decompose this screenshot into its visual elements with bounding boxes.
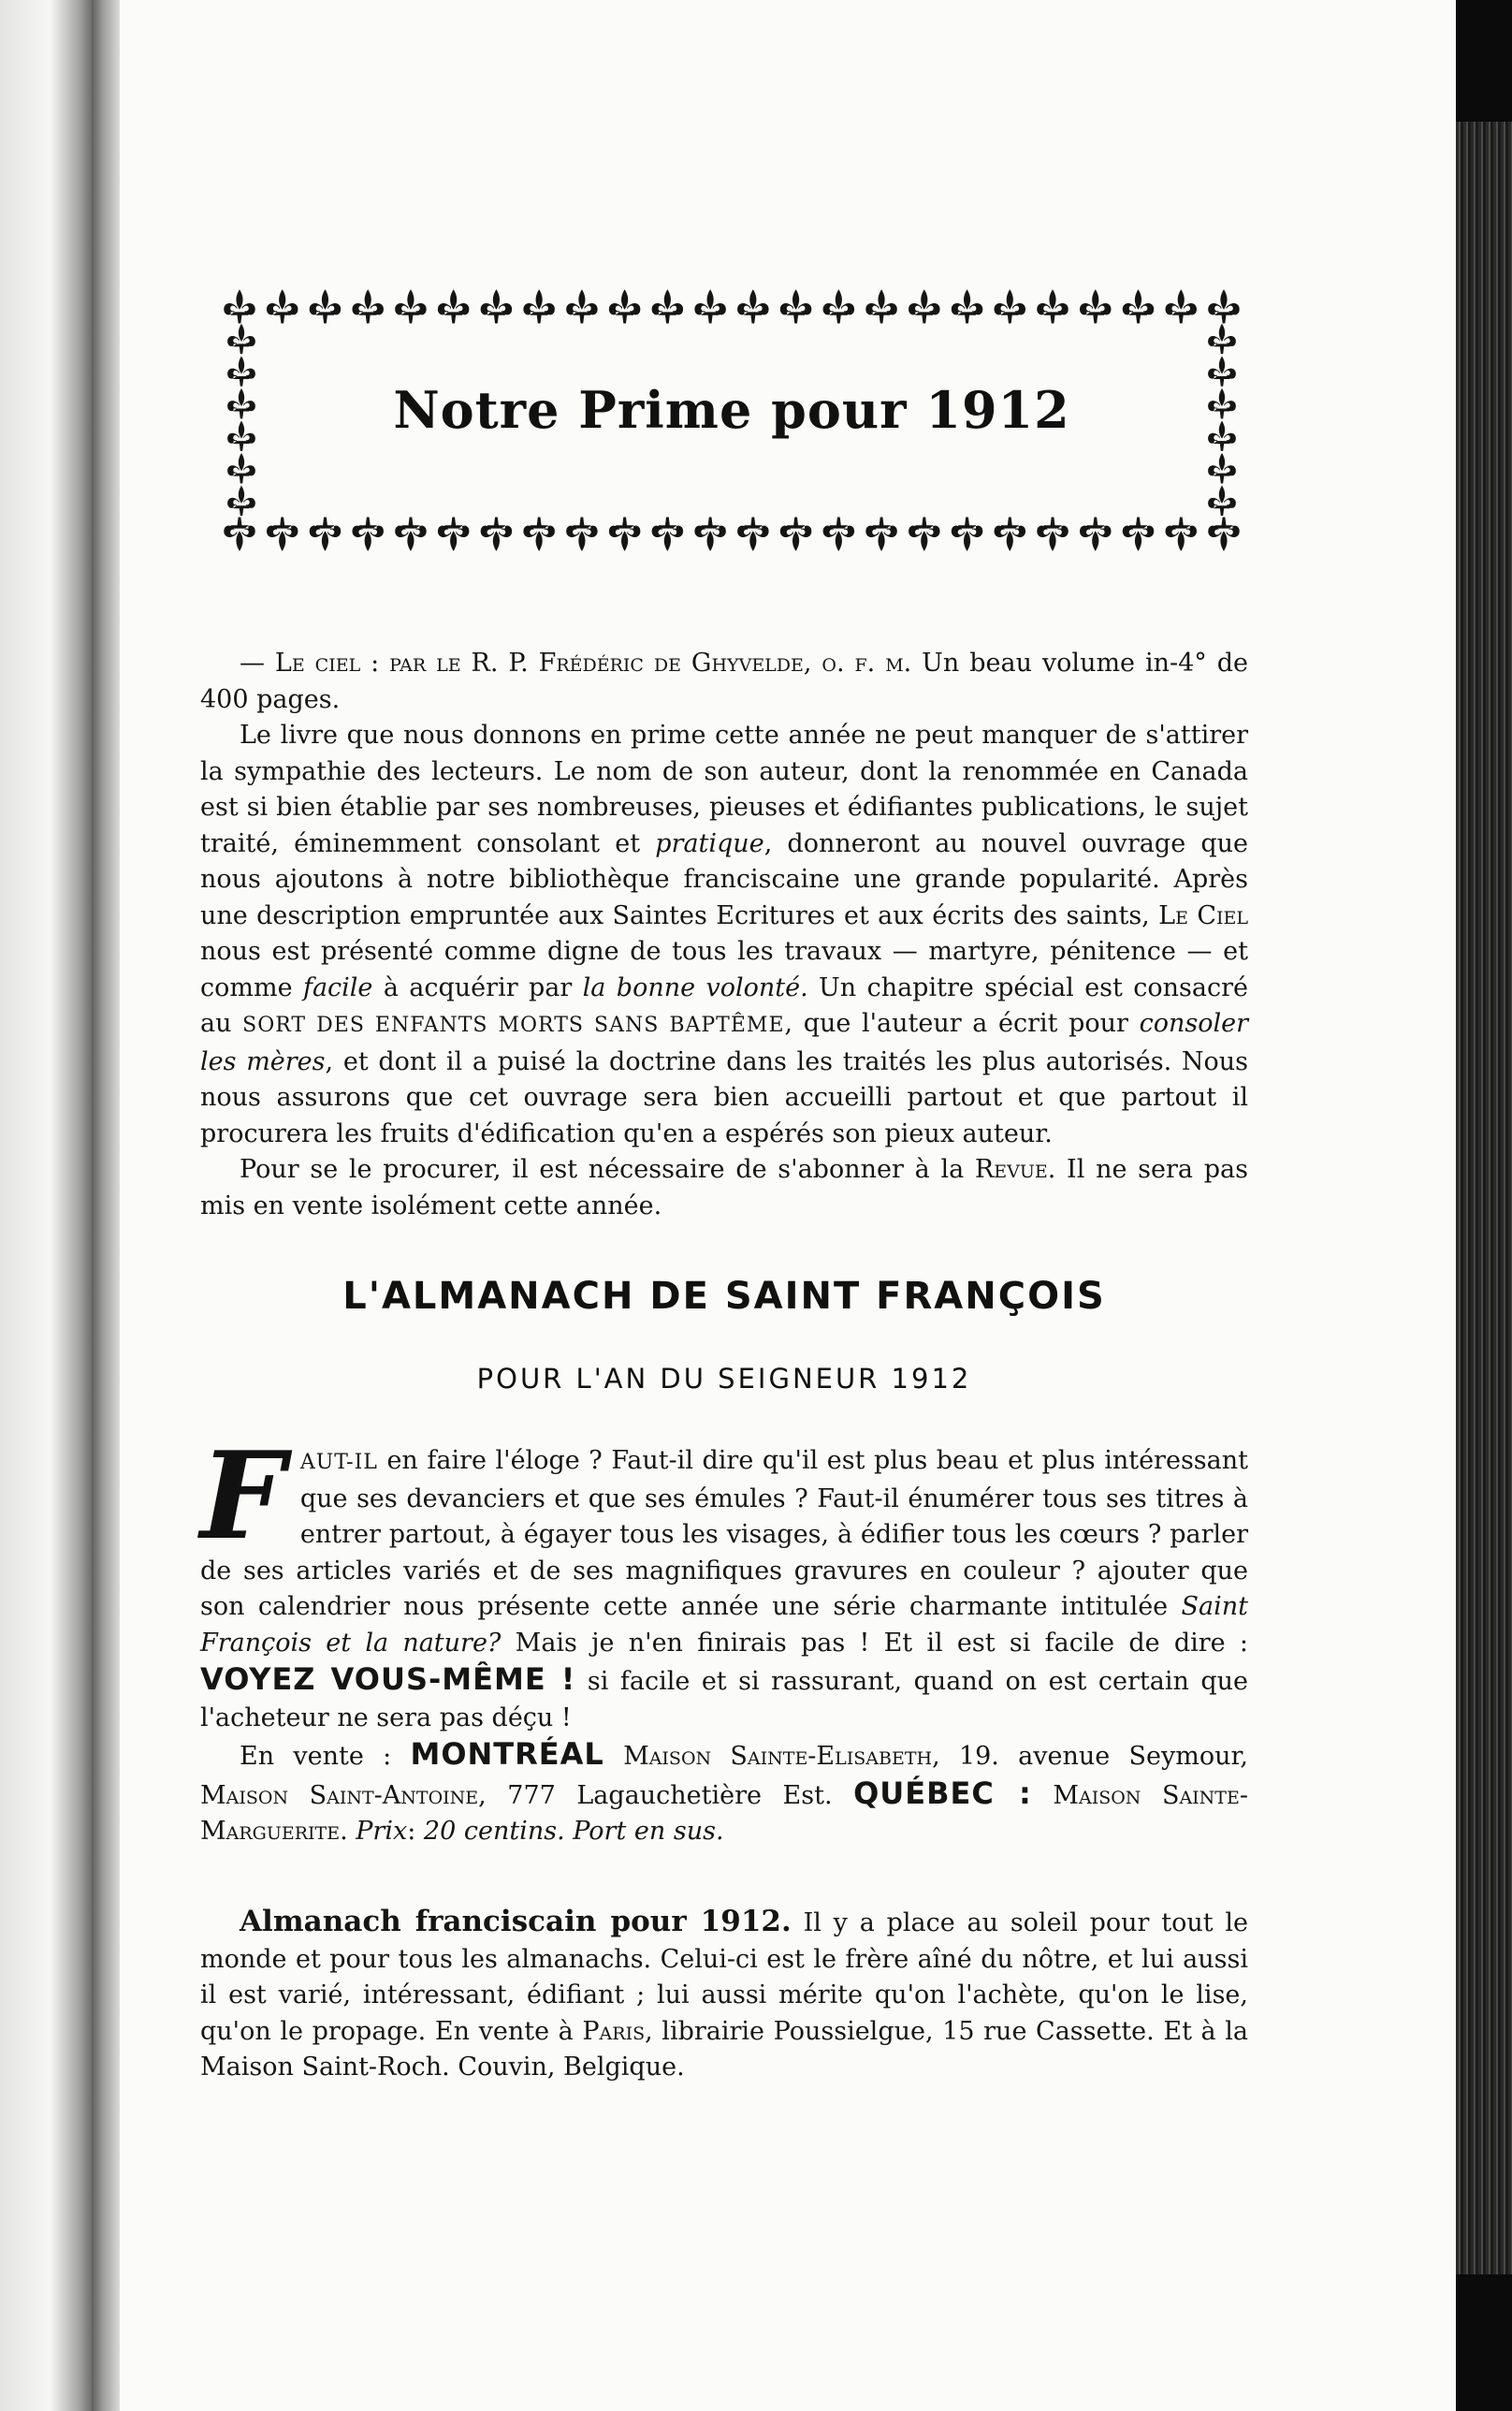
fleur-de-lis-icon: [227, 453, 255, 483]
prime-lead: — Le ciel : par le R. P. Frédéric de Ghyvelde, o. f. m.: [240, 649, 912, 678]
ornamental-frame: [221, 286, 1243, 554]
text-run: , librairie Poussielgue, 15 rue Cassette. Et à la Maison Saint-Roch. Couvin, Belgique.: [200, 2016, 1248, 2082]
fleur-de-lis-icon: [227, 486, 255, 516]
fleur-de-lis-icon: [1208, 486, 1236, 516]
fleur-de-lis-icon: [523, 289, 554, 323]
text-run: nous est présenté comme digne de tous les travaux — martyre, pénitence — et comme: [200, 937, 1248, 1002]
text-run: Il y a place au soleil pour tout le monde et pour tous les almanachs. Celui-ci est le frère aîné du nôtre, et lui aussi il est varié, intéressant, édifiant ; lui aussi mérite qu'on l'achète, qu'on le lise, qu'on le propage. En vente à: [200, 1908, 1249, 2046]
fleur-de-lis-icon: [566, 289, 597, 323]
fleur-de-lis-icon: [523, 517, 554, 550]
text-run: à acquérir par: [383, 972, 573, 1002]
text-run: AUT-IL: [299, 1451, 378, 1474]
emphasis: la bonne volonté.: [582, 972, 808, 1002]
store-name: Maison Sainte-Marguerite.: [200, 1780, 1248, 1846]
franciscain-paragraph: [200, 1904, 1248, 2086]
fleur-de-lis-icon: [909, 289, 939, 323]
price-label: Prix: [356, 1817, 408, 1846]
fleur-de-lis-icon: [310, 289, 341, 323]
fleur-de-lis-icon: [267, 289, 298, 323]
text-run: Un chapitre spécial est consacré au: [200, 972, 1248, 1038]
almanach-subheading: POUR L'AN DU SEIGNEUR 1912: [476, 1363, 972, 1395]
text-run: , que l'auteur a écrit pour: [784, 1009, 1128, 1038]
city-paris: Paris: [582, 2016, 646, 2046]
fleur-de-lis-icon: [652, 289, 683, 323]
fleur-de-lis-icon: [737, 289, 768, 323]
fleur-de-lis-icon: [1208, 289, 1239, 323]
city-montreal: MONTRÉAL: [410, 1736, 604, 1772]
fleur-de-lis-icon: [227, 324, 255, 354]
fleur-de-lis-icon: [865, 289, 896, 323]
fleur-de-lis-icon: [1080, 289, 1111, 323]
almanach-paragraph-1: [200, 1426, 1248, 1736]
fleur-de-lis-icon: [952, 517, 982, 550]
fleur-de-lis-icon: [1037, 517, 1068, 550]
prime-section: [200, 646, 1248, 1224]
store-name: Maison Sainte-Elisabeth,: [623, 1742, 940, 1771]
text-run: si facile et si rassurant, quand on est certain que l'acheteur ne sera pas déçu !: [200, 1667, 1248, 1732]
text-run: 19. avenue Seymour,: [958, 1742, 1249, 1771]
fleur-de-lis-icon: [1166, 517, 1197, 550]
franciscain-section: [200, 1904, 1248, 2086]
fleur-de-lis-icon: [395, 289, 426, 323]
page-stack-edges: [1456, 122, 1512, 2274]
emphasis: Saint François et la nature?: [200, 1592, 1248, 1658]
fleur-de-lis-icon: [652, 517, 683, 550]
fleur-de-lis-icon: [694, 289, 725, 323]
fleur-de-lis-icon: [566, 517, 597, 550]
fleur-de-lis-icon: [737, 517, 768, 550]
fleur-de-lis-icon: [865, 517, 896, 550]
fleur-de-lis-icon: [438, 517, 469, 550]
background: [1456, 0, 1512, 122]
fleur-de-lis-icon: [395, 517, 426, 550]
voyez-vous-meme: VOYEZ VOUS-MÊME !: [200, 1661, 576, 1697]
text-run: Pour se le procurer, il est nécessaire de s'abonner à la: [240, 1155, 965, 1184]
revue-name: Revue: [974, 1155, 1048, 1184]
fleur-de-lis-icon: [352, 289, 383, 323]
facing-page-edge: [0, 0, 92, 2411]
fleur-de-lis-icon: [780, 517, 811, 550]
fleur-de-lis-icon: [609, 517, 640, 550]
fleur-de-lis-icon: [1123, 517, 1154, 550]
emphasis: pratique: [655, 828, 764, 858]
fleur-de-lis-icon: [224, 517, 254, 550]
almanach-section: [200, 1426, 1249, 1850]
fleur-de-lis-icon: [780, 289, 811, 323]
fleur-de-lis-icon: [438, 289, 469, 323]
fleur-de-lis-icon: [481, 289, 512, 323]
fleur-de-lis-icon: [909, 517, 939, 550]
emphasis: facile: [302, 972, 373, 1002]
emphasis: consoler les mères: [200, 1009, 1248, 1076]
fleur-de-lis-icon: [310, 517, 341, 550]
text-run: , et dont il a puisé la doctrine dans les traités les plus autorisés. Nous nous assurons que cet ouvrage sera bien accueilli partout et que partout il procurera les fruits d'édification qu'en a espérés son pieux auteur.: [200, 1046, 1249, 1148]
text-run: en faire l'éloge ? Faut-il dire qu'il est plus beau et plus intéressant que ses devanciers et que ses émules ? Faut-il énumérer tous ses titres à entrer partout, à égayer tous les visages, à édifier tous les cœurs ? parler de ses articles variés et de ses magnifiques gravures en couleur ? ajouter que son calendrier nous présente cette année une série charmante intitulée: [200, 1446, 1248, 1621]
fleur-de-lis-icon: [609, 289, 640, 323]
fleur-de-lis-icon: [352, 517, 383, 550]
text-run: Mais je n'en finirais pas ! Et il est si facile de dire :: [515, 1628, 1248, 1658]
almanach-heading: L'ALMANACH DE SAINT FRANÇOIS: [342, 1275, 1106, 1318]
fleur-de-lis-icon: [1037, 289, 1068, 323]
drop-cap: F: [200, 1426, 285, 1567]
fleur-de-lis-icon: [1080, 517, 1111, 550]
fleur-de-lis-icon: [224, 289, 254, 323]
city-quebec: QUÉBEC :: [853, 1775, 1032, 1811]
page-title: Notre Prime pour 1912: [393, 380, 1070, 440]
text-run: En vente :: [240, 1742, 392, 1771]
fleur-de-lis-icon: [267, 517, 298, 550]
fleur-de-lis-icon: [995, 517, 1025, 550]
fleur-de-lis-icon: [823, 289, 854, 323]
fleur-de-lis-icon: [1208, 324, 1236, 354]
text-run: Le livre que nous donnons en prime cette année ne peut manquer de s'attirer la sympathie des lecteurs. Le nom de son auteur, dont la renommée en Canada est si bien établie par ses nombreuses, pieuses et édifiantes publications, le sujet traité, éminemment consolant et: [200, 721, 1248, 858]
text-run: :: [407, 1817, 416, 1846]
prime-paragraph-3: [200, 1152, 1248, 1224]
fleur-de-lis-icon: [694, 517, 725, 550]
store-name: Maison Saint-Antoine,: [200, 1780, 487, 1810]
fleur-de-lis-icon: [1166, 289, 1197, 323]
fleur-de-lis-icon: [1123, 289, 1154, 323]
text-run: 777 Lagauchetière Est.: [507, 1780, 833, 1810]
fleur-de-lis-icon: [481, 517, 512, 550]
fleur-de-lis-icon: [1208, 517, 1239, 550]
text-run: . Il ne sera pas mis en vente isolément cette année.: [200, 1155, 1248, 1220]
prime-volume: Un beau volume in-4° de 400 pages.: [200, 649, 1248, 714]
price-value: 20 centins. Port en sus.: [423, 1817, 724, 1846]
almanach-paragraph-2: [200, 1736, 1248, 1850]
fleur-de-lis-icon: [1208, 453, 1236, 483]
prime-paragraph-2: [200, 718, 1248, 1152]
fleur-de-lis-icon: [995, 289, 1025, 323]
fleur-de-lis-icon: [823, 517, 854, 550]
fleur-de-lis-icon: [952, 289, 982, 323]
franciscain-title: Almanach franciscain pour 1912.: [240, 1905, 792, 1938]
chapter-title: SORT DES ENFANTS MORTS SANS BAPTÊME: [242, 1014, 785, 1037]
book-title: Le Ciel: [1158, 900, 1248, 930]
text-run: , donneront au nouvel ouvrage que nous ajoutons à notre bibliothèque franciscaine une grande popularité. Après une description empruntée aux Saintes Ecritures et aux écrits des saints,: [200, 828, 1248, 930]
book-gutter: [92, 0, 120, 2411]
prime-paragraph-1: [200, 646, 1248, 718]
